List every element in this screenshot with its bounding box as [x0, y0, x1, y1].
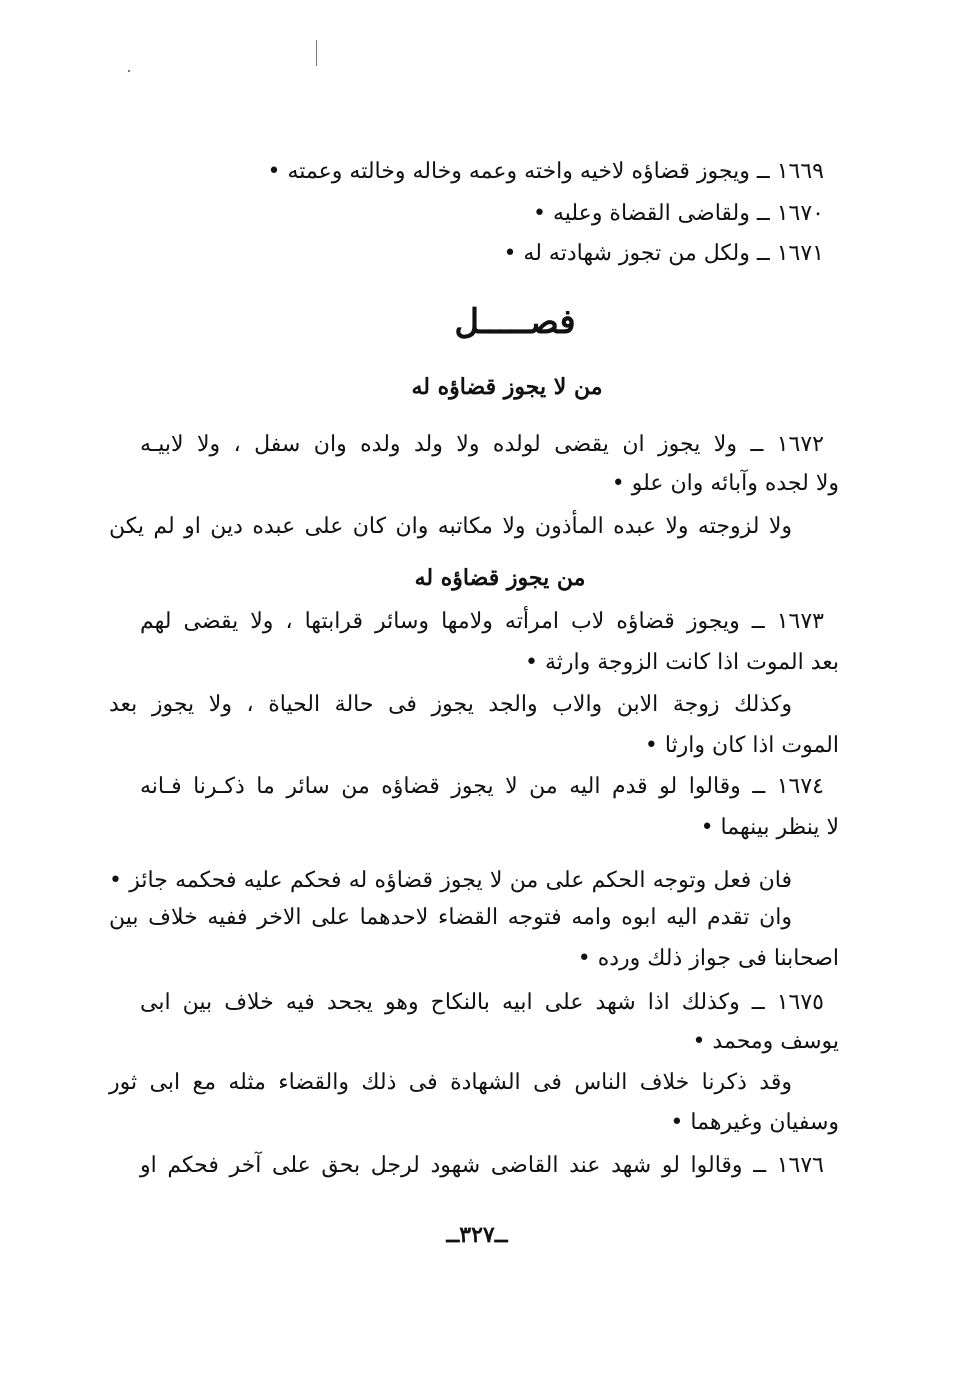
page-number: ــ٣٢٧ــ — [446, 1222, 508, 1248]
para-1675-line-1: ١٦٧٥ ــ وكذلك اذا شهد على ابيه بالنكاح وهو يجحد فيه خلاف بين ابى — [140, 990, 824, 1015]
item-1669: ١٦٦٩ ــ ويجوز قضاؤه لاخيه واخته وعمه وخاله وخالته وعمته • — [267, 159, 824, 184]
para-if-line-1: فان فعل وتوجه الحكم على من لا يجوز قضاؤه له فحكم عليه فحكمه جائز • — [109, 868, 792, 893]
para-wife-line-1: ولا لزوجته ولا عبده المأذون ولا مكاتبه وان كان على عبده دين او لم يكن — [109, 514, 792, 539]
para-1676-line-1: ١٦٧٦ ــ وقالوا لو شهد عند القاضى شهود لرجل بحق على آخر فحكم او — [140, 1153, 824, 1178]
heading-can-judge: من يجوز قضاؤه له — [414, 565, 586, 591]
para-1672-line-1: ١٦٧٢ ــ ولا يجوز ان يقضى لولده ولا ولد ولده وان سفل ، ولا لابيـه — [140, 432, 824, 457]
para-1674-line-2: لا ينظر بينهما • — [700, 815, 839, 840]
section-title: فصـــــل — [454, 302, 576, 342]
scan-speck — [316, 40, 317, 66]
para-1673-line-1: ١٦٧٣ ــ ويجوز قضاؤه لاب امرأته ولامها وسائر قرابتها ، ولا يقضى لهم — [140, 609, 824, 634]
item-1670: ١٦٧٠ ــ ولقاضى القضاة وعليه • — [533, 201, 824, 226]
item-1671: ١٦٧١ ــ ولكل من تجوز شهادته له • — [503, 241, 824, 266]
para-1674-line-1: ١٦٧٤ ــ وقالوا لو قدم اليه من لا يجوز قضاؤه من سائر ما ذكـرنا فـانه — [140, 774, 824, 799]
heading-cannot-judge: من لا يجوز قضاؤه له — [411, 374, 603, 400]
para-1672-line-2: ولا لجده وآبائه وان علو • — [611, 471, 839, 496]
scan-speck — [128, 70, 130, 72]
para-parents-line-1: وان تقدم اليه ابوه وامه فتوجه القضاء لاحدهما على الاخر ففيه خلاف بين — [109, 905, 792, 930]
para-mentioned-line-1: وقد ذكرنا خلاف الناس فى الشهادة فى ذلك والقضاء مثله مع ابى ثور — [109, 1070, 792, 1095]
para-likewise-line-2: الموت اذا كان وارثا • — [644, 733, 839, 758]
para-1673-line-2: بعد الموت اذا كانت الزوجة وارثة • — [524, 650, 839, 675]
para-likewise-line-1: وكذلك زوجة الابن والاب والجد يجوز فى حالة الحياة ، ولا يجوز بعد — [109, 692, 792, 717]
para-parents-line-2: اصحابنا فى جواز ذلك ورده • — [577, 946, 839, 971]
para-1675-line-2: يوسف ومحمد • — [692, 1029, 839, 1054]
para-mentioned-line-2: وسفيان وغيرهما • — [670, 1110, 839, 1135]
